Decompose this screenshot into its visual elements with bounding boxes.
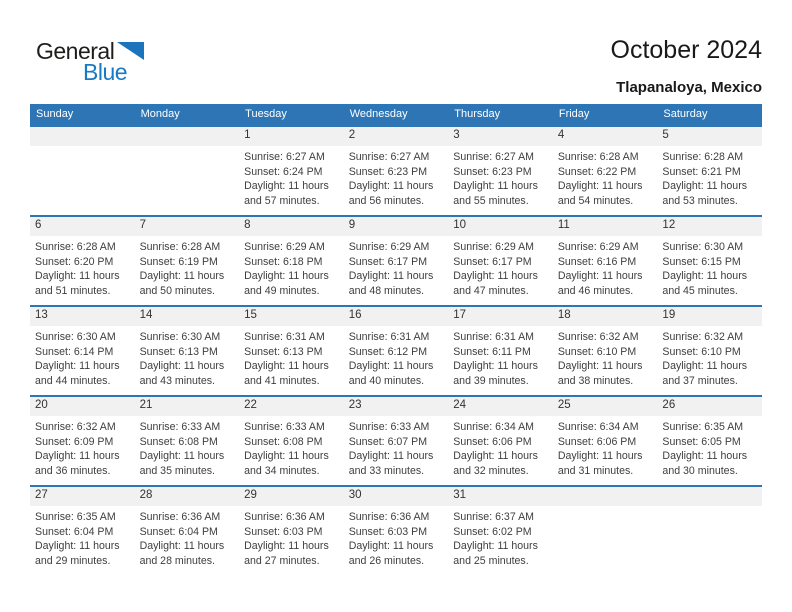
daylight-text-line1: Daylight: 11 hours (35, 540, 120, 553)
day-number: 6 (30, 217, 135, 236)
day-number: 10 (448, 217, 553, 236)
weekday-header-saturday: Saturday (663, 108, 708, 120)
day-cell (448, 487, 553, 575)
day-number: 2 (344, 127, 449, 146)
daylight-text-line2: and 57 minutes. (244, 194, 320, 207)
day-cell (135, 397, 240, 485)
day-cell (657, 217, 762, 305)
daylight-text-line1: Daylight: 11 hours (348, 360, 434, 373)
weekday-header-wednesday: Wednesday (349, 108, 408, 120)
daylight-text-line1: Daylight: 11 hours (244, 540, 329, 553)
sunrise-text: Sunrise: 6:31 AM (244, 331, 325, 343)
day-details (239, 416, 344, 478)
sunrise-text: Sunrise: 6:36 AM (244, 511, 325, 523)
sunrise-text: Sunrise: 6:35 AM (662, 421, 744, 433)
day-cell (239, 217, 344, 305)
day-cell (344, 397, 449, 485)
weekday-header-sunday: Sunday (36, 108, 74, 120)
sunset-text: Sunset: 6:07 PM (348, 435, 428, 448)
week-row (30, 485, 762, 575)
day-number: 9 (344, 217, 449, 236)
day-number: 17 (448, 307, 553, 326)
day-cell (553, 307, 658, 395)
daylight-text-line1: Daylight: 11 hours (557, 180, 643, 193)
day-cell (448, 397, 553, 485)
day-number (553, 487, 658, 506)
sunset-text: Sunset: 6:14 PM (35, 345, 114, 358)
daylight-text-line2: and 30 minutes. (662, 464, 738, 477)
day-cell (30, 307, 135, 395)
sunrise-text: Sunrise: 6:32 AM (35, 421, 116, 433)
sunset-text: Sunset: 6:06 PM (557, 435, 637, 448)
page-title: October 2024 (610, 36, 762, 64)
day-cell (30, 397, 135, 485)
daylight-text-line2: and 37 minutes. (662, 374, 738, 387)
daylight-text-line1: Daylight: 11 hours (453, 270, 538, 283)
sunrise-text: Sunrise: 6:28 AM (35, 241, 116, 253)
daylight-text-line2: and 55 minutes. (453, 194, 529, 207)
day-cell (553, 217, 658, 305)
calendar-table (30, 104, 762, 575)
day-cell (239, 487, 344, 575)
day-details (448, 236, 553, 298)
day-details (30, 506, 135, 568)
sunset-text: Sunset: 6:22 PM (557, 165, 637, 178)
sunset-text: Sunset: 6:03 PM (348, 525, 428, 538)
day-number: 20 (30, 397, 135, 416)
daylight-text-line2: and 41 minutes. (244, 374, 320, 387)
sunset-text: Sunset: 6:04 PM (35, 525, 114, 538)
sunset-text: Sunset: 6:10 PM (662, 345, 741, 358)
sunset-text: Sunset: 6:09 PM (35, 435, 114, 448)
daylight-text-line2: and 31 minutes. (557, 464, 634, 477)
day-number: 21 (135, 397, 240, 416)
sunrise-text: Sunrise: 6:33 AM (244, 421, 325, 433)
day-details (344, 506, 449, 568)
sunrise-text: Sunrise: 6:30 AM (662, 241, 744, 253)
sunrise-text: Sunrise: 6:32 AM (662, 331, 744, 343)
sunrise-text: Sunrise: 6:34 AM (557, 421, 639, 433)
daylight-text-line2: and 46 minutes. (557, 284, 634, 297)
sunset-text: Sunset: 6:21 PM (662, 165, 741, 178)
sunset-text: Sunset: 6:06 PM (453, 435, 532, 448)
sunset-text: Sunset: 6:08 PM (244, 435, 323, 448)
daylight-text-line2: and 48 minutes. (348, 284, 425, 297)
day-details (657, 326, 762, 388)
day-cell (657, 397, 762, 485)
sunset-text: Sunset: 6:10 PM (557, 345, 637, 358)
logo-text-blue: Blue (83, 59, 128, 85)
weekday-header-thursday: Thursday (454, 108, 501, 120)
day-details (30, 326, 135, 388)
day-details (553, 146, 658, 208)
day-number: 3 (448, 127, 553, 146)
sunset-text: Sunset: 6:19 PM (139, 255, 218, 268)
day-number: 5 (657, 127, 762, 146)
daylight-text-line2: and 50 minutes. (139, 284, 215, 297)
daylight-text-line1: Daylight: 11 hours (139, 270, 225, 283)
daylight-text-line2: and 35 minutes. (139, 464, 215, 477)
daylight-text-line1: Daylight: 11 hours (662, 360, 748, 373)
daylight-text-line2: and 45 minutes. (662, 284, 738, 297)
week-row (30, 305, 762, 395)
sunset-text: Sunset: 6:12 PM (348, 345, 428, 358)
day-number: 16 (344, 307, 449, 326)
sunset-text: Sunset: 6:23 PM (453, 165, 532, 178)
sunrise-text: Sunrise: 6:28 AM (557, 151, 639, 163)
sunrise-text: Sunrise: 6:32 AM (557, 331, 639, 343)
sunrise-text: Sunrise: 6:29 AM (453, 241, 534, 253)
day-number: 11 (553, 217, 658, 236)
page-subtitle: Tlapanaloya, Mexico (616, 79, 762, 96)
weekday-header-row (30, 104, 762, 125)
day-cell (448, 127, 553, 215)
day-cell (344, 307, 449, 395)
sunrise-text: Sunrise: 6:35 AM (35, 511, 116, 523)
daylight-text-line1: Daylight: 11 hours (348, 450, 434, 463)
day-number (657, 487, 762, 506)
daylight-text-line2: and 44 minutes. (35, 374, 111, 387)
daylight-text-line1: Daylight: 11 hours (557, 450, 643, 463)
sunrise-text: Sunrise: 6:36 AM (348, 511, 430, 523)
sunset-text: Sunset: 6:13 PM (244, 345, 323, 358)
week-row (30, 215, 762, 305)
sunset-text: Sunset: 6:02 PM (453, 525, 532, 538)
daylight-text-line1: Daylight: 11 hours (139, 360, 225, 373)
day-cell (553, 127, 658, 215)
sunrise-text: Sunrise: 6:28 AM (662, 151, 744, 163)
logo-text-general: General (36, 38, 115, 64)
calendar-grid (30, 125, 762, 575)
daylight-text-line2: and 28 minutes. (139, 554, 215, 567)
sunset-text: Sunset: 6:08 PM (139, 435, 218, 448)
week-row (30, 125, 762, 215)
day-details (553, 326, 658, 388)
day-number: 4 (553, 127, 658, 146)
daylight-text-line1: Daylight: 11 hours (662, 180, 748, 193)
day-number: 12 (657, 217, 762, 236)
day-details (448, 326, 553, 388)
day-number: 13 (30, 307, 135, 326)
sunrise-text: Sunrise: 6:34 AM (453, 421, 534, 433)
day-cell (239, 307, 344, 395)
sunrise-text: Sunrise: 6:36 AM (139, 511, 221, 523)
sunset-text: Sunset: 6:24 PM (244, 165, 323, 178)
day-number (30, 127, 135, 146)
weekday-header-tuesday: Tuesday (245, 108, 287, 120)
daylight-text-line1: Daylight: 11 hours (348, 270, 434, 283)
empty-cell (553, 487, 658, 575)
sunset-text: Sunset: 6:13 PM (139, 345, 218, 358)
day-cell (344, 127, 449, 215)
sunrise-text: Sunrise: 6:31 AM (348, 331, 430, 343)
daylight-text-line2: and 53 minutes. (662, 194, 738, 207)
day-cell (657, 127, 762, 215)
daylight-text-line1: Daylight: 11 hours (453, 360, 538, 373)
daylight-text-line1: Daylight: 11 hours (35, 270, 120, 283)
daylight-text-line1: Daylight: 11 hours (35, 360, 120, 373)
day-cell (135, 307, 240, 395)
sunset-text: Sunset: 6:23 PM (348, 165, 428, 178)
day-cell (553, 397, 658, 485)
day-number: 18 (553, 307, 658, 326)
sunrise-text: Sunrise: 6:30 AM (139, 331, 221, 343)
sunrise-text: Sunrise: 6:27 AM (348, 151, 430, 163)
day-details (344, 416, 449, 478)
sunrise-text: Sunrise: 6:29 AM (244, 241, 325, 253)
daylight-text-line2: and 49 minutes. (244, 284, 320, 297)
daylight-text-line1: Daylight: 11 hours (453, 540, 538, 553)
daylight-text-line2: and 27 minutes. (244, 554, 320, 567)
day-number: 26 (657, 397, 762, 416)
day-cell (448, 217, 553, 305)
week-row (30, 395, 762, 485)
daylight-text-line2: and 51 minutes. (35, 284, 111, 297)
daylight-text-line1: Daylight: 11 hours (35, 450, 120, 463)
daylight-text-line2: and 43 minutes. (139, 374, 215, 387)
day-number: 14 (135, 307, 240, 326)
day-details (239, 146, 344, 208)
day-cell (30, 487, 135, 575)
daylight-text-line2: and 38 minutes. (557, 374, 634, 387)
daylight-text-line2: and 33 minutes. (348, 464, 425, 477)
day-number: 23 (344, 397, 449, 416)
daylight-text-line1: Daylight: 11 hours (244, 360, 329, 373)
day-cell (239, 127, 344, 215)
day-details (135, 416, 240, 478)
day-number (135, 127, 240, 146)
daylight-text-line2: and 56 minutes. (348, 194, 425, 207)
day-details (657, 236, 762, 298)
day-details (239, 506, 344, 568)
empty-cell (135, 127, 240, 215)
day-cell (30, 217, 135, 305)
day-number: 1 (239, 127, 344, 146)
daylight-text-line1: Daylight: 11 hours (348, 540, 434, 553)
day-details (239, 236, 344, 298)
empty-cell (657, 487, 762, 575)
sunset-text: Sunset: 6:16 PM (557, 255, 637, 268)
daylight-text-line1: Daylight: 11 hours (139, 450, 225, 463)
daylight-text-line1: Daylight: 11 hours (453, 180, 538, 193)
day-number: 22 (239, 397, 344, 416)
day-number: 29 (239, 487, 344, 506)
day-details (344, 236, 449, 298)
day-cell (239, 397, 344, 485)
sunset-text: Sunset: 6:15 PM (662, 255, 741, 268)
sunrise-text: Sunrise: 6:29 AM (557, 241, 639, 253)
day-details (448, 146, 553, 208)
daylight-text-line2: and 34 minutes. (244, 464, 320, 477)
weekday-header-friday: Friday (558, 108, 590, 120)
day-details (553, 236, 658, 298)
day-details (30, 236, 135, 298)
daylight-text-line2: and 32 minutes. (453, 464, 529, 477)
day-number: 25 (553, 397, 658, 416)
day-cell (344, 217, 449, 305)
day-cell (448, 307, 553, 395)
sunset-text: Sunset: 6:03 PM (244, 525, 323, 538)
daylight-text-line1: Daylight: 11 hours (662, 270, 748, 283)
empty-cell (30, 127, 135, 215)
day-details (30, 416, 135, 478)
daylight-text-line2: and 26 minutes. (348, 554, 425, 567)
weekday-header-monday: Monday (140, 108, 180, 120)
sunset-text: Sunset: 6:17 PM (348, 255, 428, 268)
daylight-text-line1: Daylight: 11 hours (453, 450, 538, 463)
day-details (657, 416, 762, 478)
daylight-text-line1: Daylight: 11 hours (557, 270, 643, 283)
daylight-text-line1: Daylight: 11 hours (557, 360, 643, 373)
day-number: 27 (30, 487, 135, 506)
sunrise-text: Sunrise: 6:27 AM (453, 151, 534, 163)
day-details (448, 416, 553, 478)
sunrise-text: Sunrise: 6:29 AM (348, 241, 430, 253)
day-details (344, 146, 449, 208)
sunrise-text: Sunrise: 6:27 AM (244, 151, 325, 163)
daylight-text-line2: and 39 minutes. (453, 374, 529, 387)
daylight-text-line2: and 36 minutes. (35, 464, 111, 477)
general-blue-logo (36, 38, 144, 85)
day-cell (344, 487, 449, 575)
sunset-text: Sunset: 6:04 PM (139, 525, 218, 538)
sunset-text: Sunset: 6:18 PM (244, 255, 323, 268)
daylight-text-line1: Daylight: 11 hours (662, 450, 748, 463)
sunset-text: Sunset: 6:05 PM (662, 435, 741, 448)
day-details (448, 506, 553, 568)
day-details (135, 506, 240, 568)
sunrise-text: Sunrise: 6:28 AM (139, 241, 221, 253)
day-details (657, 146, 762, 208)
day-details (239, 326, 344, 388)
daylight-text-line2: and 47 minutes. (453, 284, 529, 297)
day-cell (135, 487, 240, 575)
day-number: 7 (135, 217, 240, 236)
sunset-text: Sunset: 6:17 PM (453, 255, 532, 268)
sunrise-text: Sunrise: 6:30 AM (35, 331, 116, 343)
daylight-text-line2: and 25 minutes. (453, 554, 529, 567)
sunrise-text: Sunrise: 6:37 AM (453, 511, 534, 523)
sunrise-text: Sunrise: 6:33 AM (139, 421, 221, 433)
day-number: 24 (448, 397, 553, 416)
day-number: 15 (239, 307, 344, 326)
daylight-text-line1: Daylight: 11 hours (244, 450, 329, 463)
daylight-text-line2: and 54 minutes. (557, 194, 634, 207)
daylight-text-line1: Daylight: 11 hours (348, 180, 434, 193)
daylight-text-line1: Daylight: 11 hours (244, 270, 329, 283)
sunset-text: Sunset: 6:20 PM (35, 255, 114, 268)
day-details (135, 236, 240, 298)
day-details (344, 326, 449, 388)
day-cell (657, 307, 762, 395)
day-number: 19 (657, 307, 762, 326)
day-details (553, 416, 658, 478)
daylight-text-line2: and 29 minutes. (35, 554, 111, 567)
day-number: 31 (448, 487, 553, 506)
sunrise-text: Sunrise: 6:33 AM (348, 421, 430, 433)
day-number: 30 (344, 487, 449, 506)
day-cell (135, 217, 240, 305)
daylight-text-line1: Daylight: 11 hours (244, 180, 329, 193)
day-details (135, 326, 240, 388)
daylight-text-line1: Daylight: 11 hours (139, 540, 225, 553)
sunrise-text: Sunrise: 6:31 AM (453, 331, 534, 343)
day-number: 28 (135, 487, 240, 506)
day-number: 8 (239, 217, 344, 236)
daylight-text-line2: and 40 minutes. (348, 374, 425, 387)
triangle-icon (117, 42, 144, 60)
sunset-text: Sunset: 6:11 PM (453, 345, 531, 358)
